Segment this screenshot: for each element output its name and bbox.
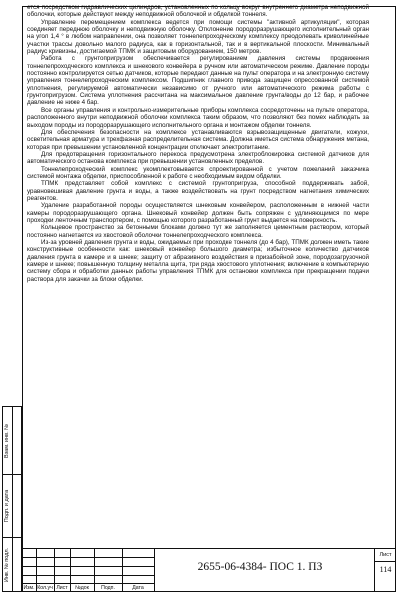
header-podp: Подп. (101, 585, 115, 591)
paragraph: Все органы управления и контрольно-измерительные приборы комплекса сосредоточены на пульте оператора, расположенного внутри неподвижной оболочки комплекса таким образом, что позволяют без помех наблюдать за выходом породы из породоразрушающего исполнительного органа и монтажом обделки тоннеля. (27, 106, 369, 129)
sheet-number: 114 (379, 565, 392, 574)
paragraph: Удаление разработанной породы осуществляется шнековым конвейером, расположенным в нижней части камеры породоразрушающего органа. Шнековый конвейер должен быть сопряжен с удлиняющимся по мере проходки ленточным транспортером, с помощью которого разработанный грунт выдается на поверхность. (27, 202, 369, 224)
revision-headers (22, 583, 154, 592)
side-stamp-labels (3, 407, 13, 591)
document-body (27, 4, 369, 283)
side-label-sign: Подп. и дата (4, 489, 11, 523)
side-label-orig: Инв. № подл. (4, 547, 11, 582)
title-block (22, 548, 396, 592)
sheet-box (374, 549, 396, 592)
paragraph: Работа с грунтопригрузом обеспечивается регулированием давления системы продвижения тоннелепроходческого комплекса и шнекового конвейера в ручном или автоматическом режиме. Давление породы постоянно контролируется сетью датчиков, которые передают данные на пульт оператора и на электронную систему управления тоннелепроходческим комплексом. Подшипник главного привода защищен опрессованной системой уплотнения, регулируемой автоматически независимо от ручного или автоматического режима работы с грунтопригрузом. Система уплотнения рассчитана на максимальное давление грунта/воды до 12 бар, и рабочее давление не ниже 4 бар. (27, 55, 369, 107)
revision-grid (22, 549, 155, 592)
paragraph: ется посредством гидравлических цилиндров, установленных по кольцу вокруг внутреннего диаметра неподвижной оболочки, которые действуют между неподвижной оболочкой и обделкой тоннеля. (27, 4, 369, 19)
paragraph: Из-за уровней давления грунта и воды, ожидаемых при проходке тоннеля (до 4 бар), ТПМК должен иметь такие конструктивные особенности как: шнековый конвейер большого диаметра; избыточное количество датчиков давления грунта в камере и в шнеке; защиту от абразивного воздействия в призабойной зоне, породозагрузочной камере и шнеке; повышенную толщину металла щита, три ряда хвостового уплотнения; включение в компьютерную систему сбора и обработки данных работы управления ТПМК для остановки комплекса при прекращении подачи раствора для закачки за блоки обделки. (27, 239, 369, 283)
side-stamp (2, 406, 22, 592)
header-data: Дата (132, 585, 144, 591)
paragraph: Кольцевое пространство за бетонными блоками должно тут же заполняется цементным раствором, который постоянно нагнетается из хвостовой оболочки тоннелепроходческого комплекса. (27, 224, 369, 239)
header-izm: Изм. (23, 585, 35, 591)
paragraph: Тоннелепроходческий комплекс укомплектовывается спроектированной с учетом пожеланий заказчика системой монтажа обделки, приспособленной к работе с необходимым видом обделки. (27, 165, 369, 180)
paragraph: Управление перемещением комплекса ведется при помощи системы "активной артикуляции", которая соединяет переднюю оболочку и неподвижную оболочку. Отклонение породоразрушающего исполнительный орган на угол 1,4 ° в любом направлении, она позволяет тоннелепроходческому комплексу преодолевать криволинейные участки трассы довольно малого радиуса, как в горизонтальной, так и в вертикальной плоскости. Минимальный радиус кривизны, достигаемой ТПМК и защитовым оборудованием, 150 метров. (27, 18, 369, 56)
paragraph: Для предотвращения горизонтального перекоса предусмотрена электроблокировка системой датчиков для автоматического останова комплекса при превышении установленных пределов. (27, 150, 369, 166)
paragraph: Для обеспечения безопасности на комплексе устанавливаются взрывозащищенные двигатели, кожухи, осветительная арматура и трехфазная распределительная система. Должна иметься система обнаружения метана, которая при превышении установленной концентрации отключает электропитание. (27, 128, 369, 151)
header-kol: Кол.уч (37, 585, 53, 591)
sheet-label: Лист (375, 549, 396, 562)
side-stamp-values (13, 407, 22, 591)
header-list: Лист (56, 585, 68, 591)
side-label-inv: Взам. инв. № (4, 423, 11, 458)
document-code: 2655-06-4384- ПОС 1. ПЗ (197, 561, 323, 573)
paragraph: ТПМК представляет собой комплекс с системой грунтопригруза, способной поддерживать забой, уравновешивая давление грунта и воды, а также воздействовать на грунт посредством нагнетания химических реагентов. (27, 180, 369, 202)
header-ndok: №док (75, 585, 89, 591)
